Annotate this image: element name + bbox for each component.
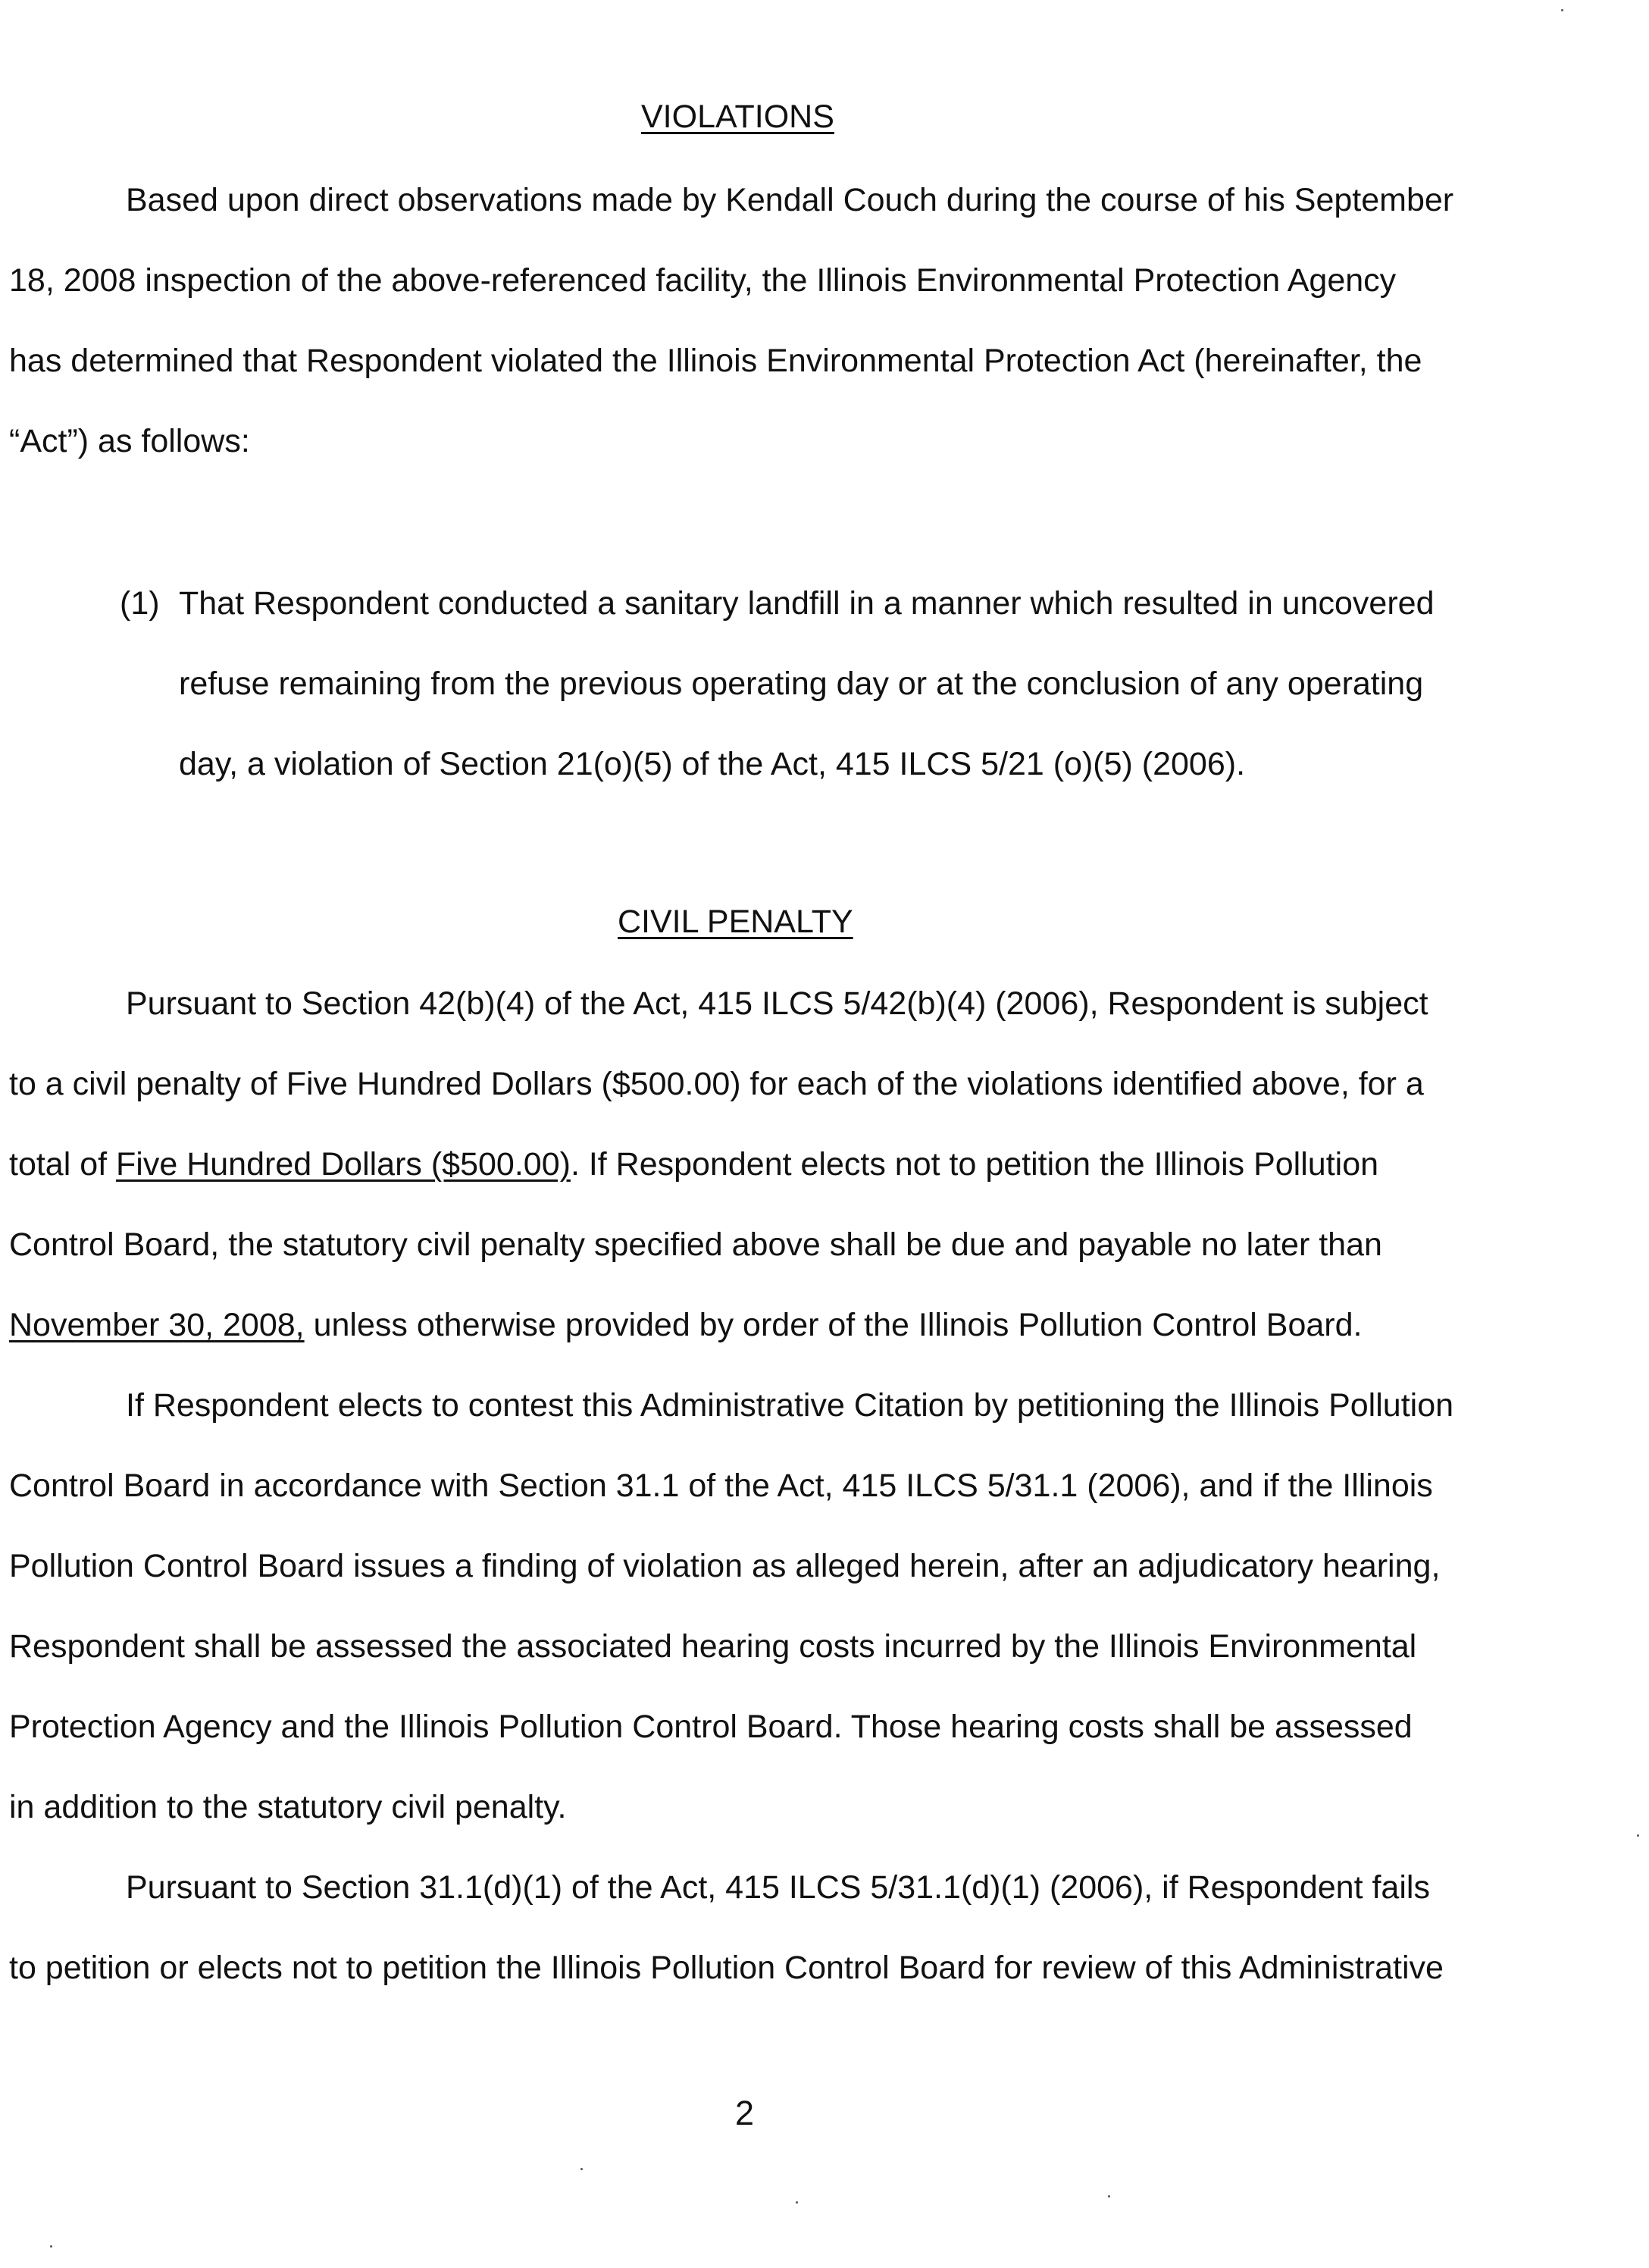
violations-intro-line-4: “Act”) as follows: bbox=[9, 423, 250, 459]
contest-line-5: Protection Agency and the Illinois Pollution Control Board. Those hearing costs shall be assessed bbox=[9, 1709, 1413, 1745]
violations-intro-line-2: 18, 2008 inspection of the above-referenced facility, the Illinois Environmental Protection Agency bbox=[9, 262, 1397, 299]
penalty-line-4: Control Board, the statutory civil penalty specified above shall be due and payable no later than bbox=[9, 1226, 1382, 1263]
penalty-line-2: to a civil penalty of Five Hundred Dollars ($500.00) for each of the violations identified above, for a bbox=[9, 1066, 1424, 1102]
penalty-line-3 bbox=[9, 1145, 1378, 1184]
contest-line-3: Pollution Control Board issues a finding of violation as alleged herein, after an adjudicatory hearing, bbox=[9, 1548, 1441, 1584]
contest-line-2: Control Board in accordance with Section 31.1 of the Act, 415 ILCS 5/31.1 (2006), and if the Illinois bbox=[9, 1468, 1433, 1504]
contest-line-4: Respondent shall be assessed the associated hearing costs incurred by the Illinois Environmental bbox=[9, 1628, 1417, 1665]
scan-speck bbox=[796, 2201, 798, 2204]
scan-speck bbox=[1637, 1834, 1639, 1837]
penalty-due-date: November 30, 2008, bbox=[9, 1307, 305, 1343]
contest-line-1: If Respondent elects to contest this Administrative Citation by petitioning the Illinois Pollution bbox=[126, 1387, 1454, 1424]
contest-line-6: in addition to the statutory civil penalty. bbox=[9, 1789, 567, 1825]
scan-speck bbox=[580, 2168, 583, 2170]
penalty-line-3-post: . If Respondent elects not to petition the Illinois Pollution bbox=[570, 1146, 1379, 1183]
violation-item-line-2: refuse remaining from the previous operating day or at the conclusion of any operating bbox=[179, 666, 1424, 702]
final-line-2: to petition or elects not to petition the Illinois Pollution Control Board for review of this Administrative bbox=[9, 1950, 1444, 1986]
violation-item-number: (1) bbox=[120, 585, 160, 622]
violations-intro-line-1: Based upon direct observations made by Kendall Couch during the course of his September bbox=[126, 182, 1454, 218]
scan-speck bbox=[1108, 2195, 1110, 2198]
civil-penalty-heading: CIVIL PENALTY bbox=[618, 904, 853, 940]
penalty-total-amount: Five Hundred Dollars ($500.00) bbox=[116, 1146, 571, 1183]
penalty-line-5-post: unless otherwise provided by order of the Illinois Pollution Control Board. bbox=[304, 1307, 1363, 1343]
penalty-line-5 bbox=[9, 1305, 1363, 1345]
violations-intro-line-3: has determined that Respondent violated the Illinois Environmental Protection Act (hereinafter, the bbox=[9, 343, 1422, 379]
scan-speck bbox=[50, 2245, 52, 2248]
penalty-line-3-pre: total of bbox=[9, 1146, 117, 1183]
violations-heading: VIOLATIONS bbox=[641, 99, 834, 135]
page-number: 2 bbox=[735, 2094, 755, 2132]
penalty-line-1: Pursuant to Section 42(b)(4) of the Act, 415 ILCS 5/42(b)(4) (2006), Respondent is subject bbox=[126, 985, 1428, 1022]
scan-speck bbox=[1561, 9, 1563, 11]
violation-item-line-1: That Respondent conducted a sanitary landfill in a manner which resulted in uncovered bbox=[179, 585, 1435, 622]
final-line-1: Pursuant to Section 31.1(d)(1) of the Act, 415 ILCS 5/31.1(d)(1) (2006), if Respondent fails bbox=[126, 1869, 1430, 1906]
violation-item-line-3: day, a violation of Section 21(o)(5) of the Act, 415 ILCS 5/21 (o)(5) (2006). bbox=[179, 746, 1246, 782]
